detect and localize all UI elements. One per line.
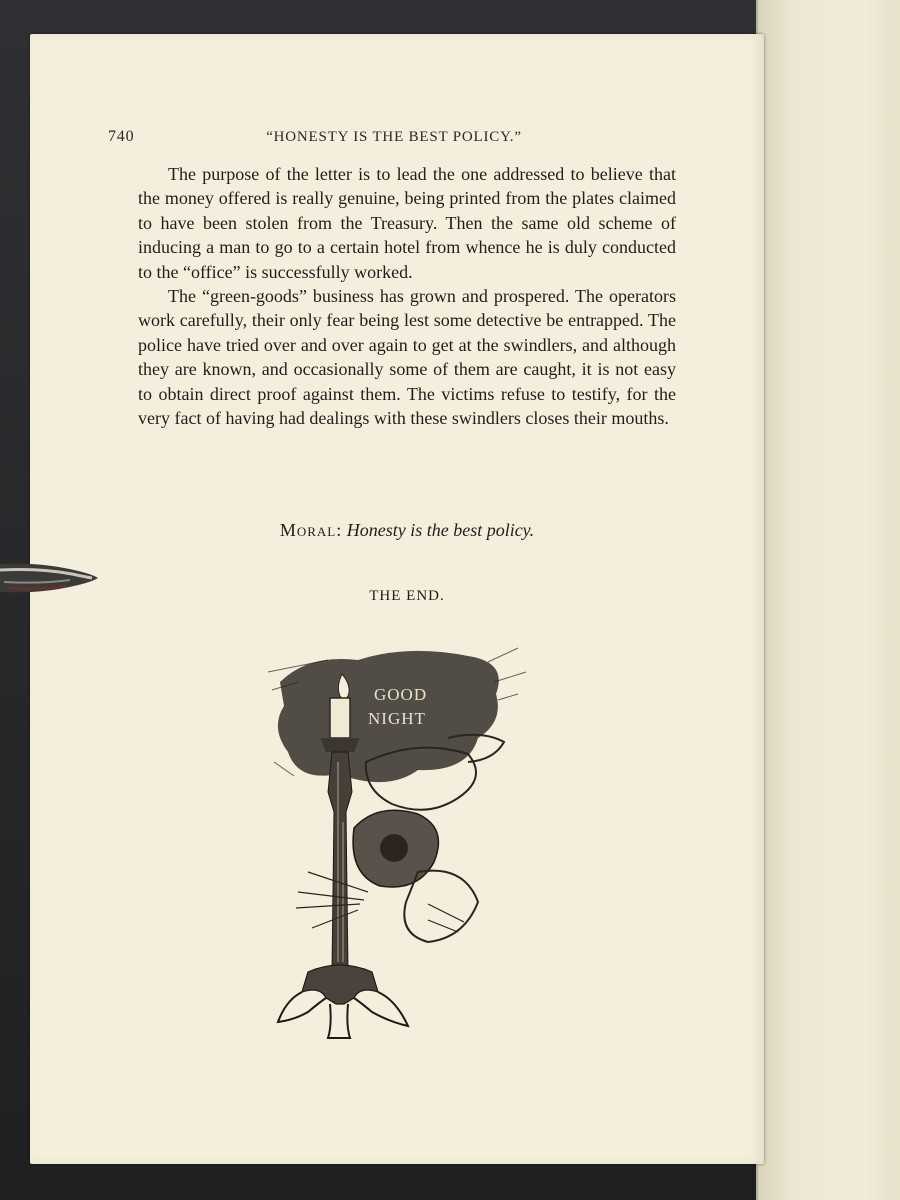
claw-left [278, 992, 326, 1022]
candlestick-cup [320, 738, 360, 752]
sign-line-night: NIGHT [368, 709, 426, 728]
candlestick-illustration [268, 642, 528, 1042]
facing-page-edge [756, 0, 900, 1200]
moral-text: Honesty is the best policy. [346, 520, 535, 540]
running-head [108, 128, 680, 150]
pen-drawing [0, 552, 100, 604]
pen-bookmark [0, 552, 100, 604]
claw-center [328, 1004, 350, 1038]
candlestick-base [302, 965, 378, 1004]
flower-center [380, 834, 408, 862]
running-head-title: “HONESTY IS THE BEST POLICY.” [266, 129, 522, 145]
paragraph-2: The “green-goods” business has grown and prospered. The operators work carefully, their only fear being lest some detective be entrapped. The police have tried over and over again to get at the swindlers, and although they are known, and occasionally some of them are caught, it is not easy to obtain direct proof against them. The victims refuse to testify, for the very fact of having had dealings with these swindlers closes their mouths. [138, 286, 676, 429]
candlestick-drawing [268, 642, 528, 1042]
paragraph-1: The purpose of the letter is to lead the one addressed to believe that the money offered is really genuine, being printed from the plates claimed to have been stolen from the Treasury. Then the same old scheme of inducing a man to go to a certain hotel from whence he is duly conducted to the “office” is successfully worked. [138, 164, 676, 282]
moral-line [138, 520, 676, 541]
body-text [138, 162, 676, 430]
the-end-heading: THE END. [369, 588, 445, 604]
moral-label: Moral: [279, 520, 343, 540]
sign-line-good: GOOD [374, 685, 428, 704]
claw-right [354, 992, 408, 1026]
candle [330, 698, 350, 738]
page-number: 740 [108, 128, 135, 145]
candlestick-stem [328, 752, 352, 972]
